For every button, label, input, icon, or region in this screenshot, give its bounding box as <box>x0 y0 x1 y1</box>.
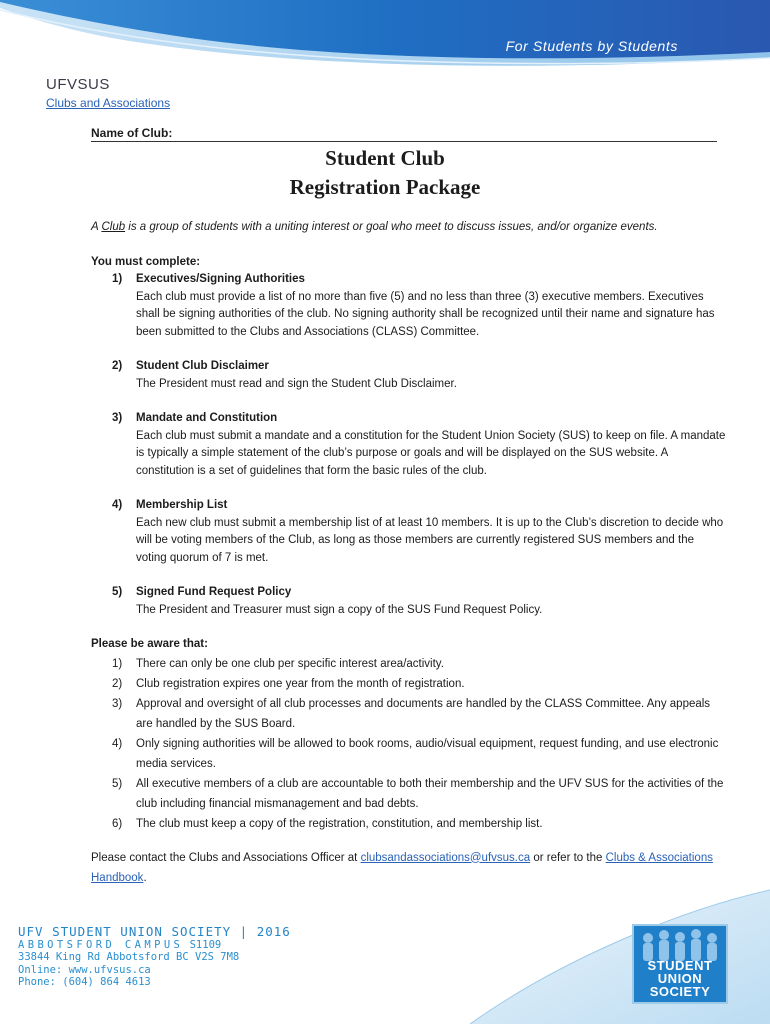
aware-text: All executive members of a club are accountable to both their membership and the UFV SUS for the activities of the club including financial mismanagement and bad debts. <box>136 777 724 810</box>
requirement-number: 4) <box>112 499 123 511</box>
sus-logo <box>632 924 728 1004</box>
requirement-item <box>91 584 727 619</box>
aware-item <box>91 814 727 834</box>
aware-text: There can only be one club per specific interest area/activity. <box>136 657 444 670</box>
aware-text: Club registration expires one year from the month of registration. <box>136 677 465 690</box>
intro-prefix: A <box>91 221 102 233</box>
requirement-number: 2) <box>112 360 123 372</box>
requirement-item <box>91 358 727 393</box>
aware-item <box>91 774 727 814</box>
aware-text: The club must keep a copy of the registration, constitution, and membership list. <box>136 817 543 830</box>
requirement-title: Student Club Disclaimer <box>136 360 269 372</box>
aware-item <box>91 674 727 694</box>
org-subtitle-link[interactable]: Clubs and Associations <box>46 96 171 110</box>
footer-phone: Phone: (604) 864 4613 <box>18 976 151 988</box>
requirement-title: Mandate and Constitution <box>136 412 278 424</box>
requirements-heading: You must complete: <box>91 255 201 268</box>
aware-number: 1) <box>112 657 123 670</box>
logo-line-3: SOCIETY <box>649 984 711 999</box>
contact-email-link[interactable]: clubsandassociations@ufvsus.ca <box>360 851 531 864</box>
aware-number: 4) <box>112 737 123 750</box>
requirement-body: The President must read and sign the Student Club Disclaimer. <box>136 377 457 390</box>
aware-number: 6) <box>112 817 123 830</box>
intro-rest: is a group of students with a uniting interest or goal who meet to discuss issues, and/or organize events. <box>125 221 658 233</box>
requirement-body: Each club must submit a mandate and a constitution for the Student Union Society (SUS) to keep on file. A mandate is typically a simple statement of the club’s purpose or goals and will be displayed on the SUS website. A constitution is a set of guidelines that form the basic rules of the club. <box>136 429 726 477</box>
aware-item <box>91 734 727 774</box>
aware-item <box>91 694 727 734</box>
requirements-list <box>91 271 727 619</box>
handbook-link[interactable]: Clubs & Associations Handbook <box>91 851 713 884</box>
intro-club-word: Club <box>101 221 126 233</box>
footer-title: UFV STUDENT UNION SOCIETY | 2016 <box>18 924 291 939</box>
requirement-number: 5) <box>112 586 123 598</box>
footer-room: S1109 <box>189 938 222 951</box>
club-name-label: Name of Club: <box>91 126 173 140</box>
aware-number: 5) <box>112 777 123 790</box>
requirement-number: 1) <box>112 273 123 285</box>
org-name: UFVSUS <box>46 76 110 93</box>
club-name-field[interactable] <box>91 126 717 142</box>
aware-item <box>91 654 727 674</box>
footer-online: Online: www.ufvsus.ca <box>18 963 151 976</box>
intro-paragraph <box>91 219 727 237</box>
requirement-title: Executives/Signing Authorities <box>136 273 305 285</box>
logo-line-1: STUDENT <box>647 958 713 973</box>
footer-address: 33844 King Rd Abbotsford BC V2S 7M8 <box>18 951 240 963</box>
header-tagline: For Students by Students <box>505 38 678 54</box>
page-title <box>0 144 770 202</box>
requirement-item <box>91 271 727 341</box>
aware-number: 2) <box>112 677 123 690</box>
footer-campus: ABBOTSFORD CAMPUS <box>18 938 184 951</box>
contact-middle: or refer to the <box>530 851 606 864</box>
logo-line-2: UNION <box>657 971 703 986</box>
requirement-item <box>91 497 727 567</box>
requirement-body: The President and Treasurer must sign a copy of the SUS Fund Request Policy. <box>136 603 543 616</box>
main-content <box>91 219 727 888</box>
contact-suffix: . <box>143 871 147 884</box>
requirement-title: Signed Fund Request Policy <box>136 586 292 598</box>
title-line-1: Student Club <box>325 146 445 170</box>
requirement-body: Each new club must submit a membership list of at least 10 members. It is up to the Club’s discretion to decide who will be voting members of the Club, as long as those members are currently registered SUS members and the voting quorum of 7 is met. <box>136 516 724 564</box>
footer-contact-block <box>18 926 291 989</box>
aware-list <box>91 654 727 834</box>
aware-number: 3) <box>112 697 123 710</box>
title-line-2: Registration Package <box>289 175 481 199</box>
logo-wordmark <box>634 959 726 998</box>
requirement-item <box>91 410 727 480</box>
aware-text: Approval and oversight of all club processes and documents are handled by the CLASS Committee. Any appeals are handled by the SUS Board. <box>136 697 711 730</box>
aware-heading: Please be aware that: <box>91 638 208 650</box>
requirement-body: Each club must provide a list of no more than five (5) and no less than three (3) executive members. Executives shall be signing authorities of the club. No signing authority shall be recognized until their name and signature has been submitted to the Clubs and Associations (CLASS) Committee. <box>136 290 715 338</box>
aware-text: Only signing authorities will be allowed to book rooms, audio/visual equipment, request funding, and use electronic media services. <box>136 737 719 770</box>
requirement-number: 3) <box>112 412 123 424</box>
contact-prefix: Please contact the Clubs and Associations Officer at <box>91 851 361 864</box>
requirement-title: Membership List <box>136 499 228 511</box>
